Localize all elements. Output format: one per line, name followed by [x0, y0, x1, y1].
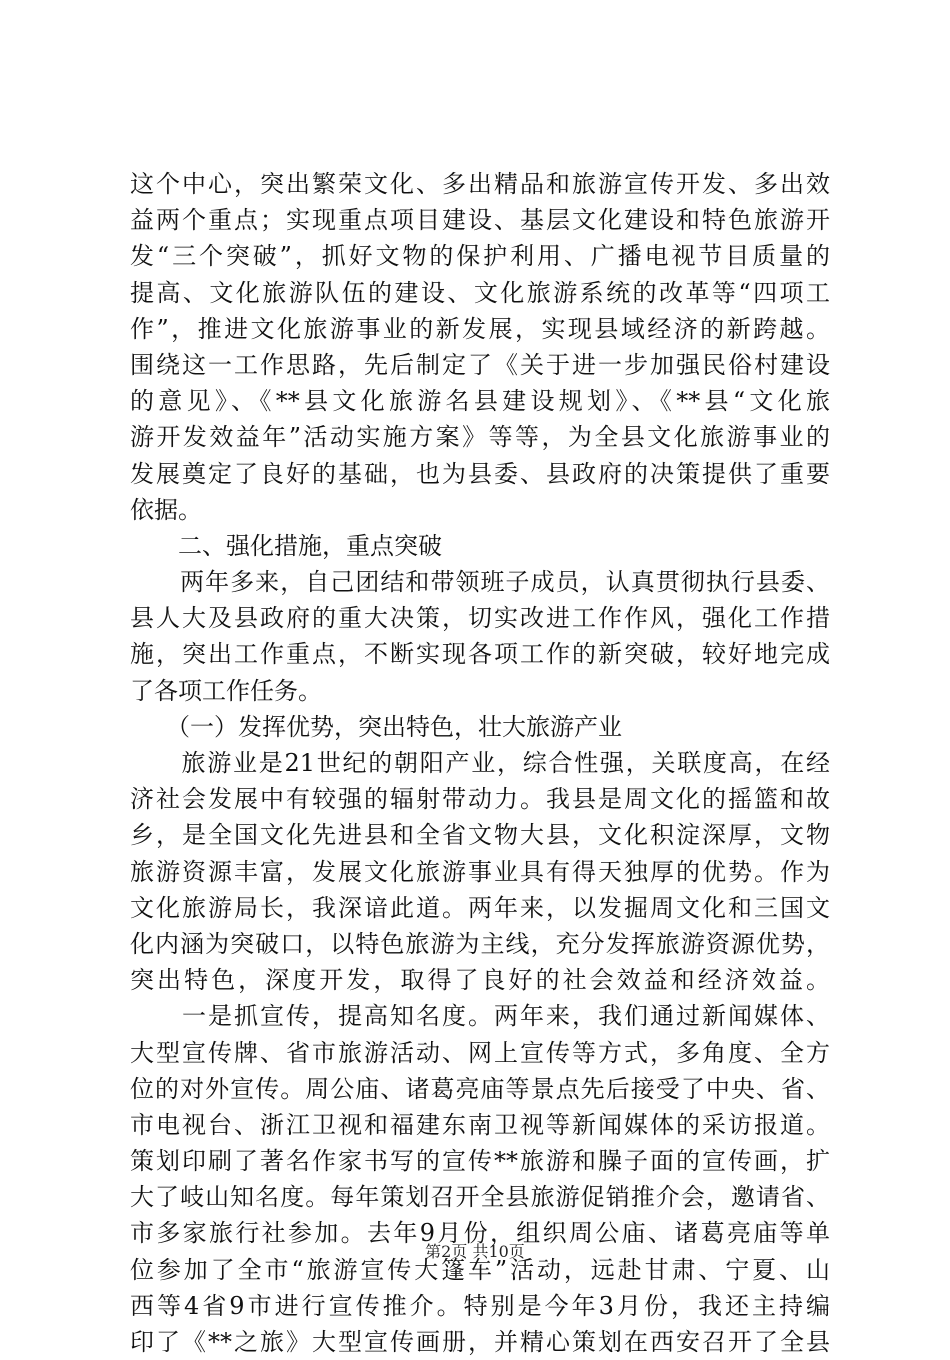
- text-line: 一是抓宣传，提高知名度。两年来，我们通过新闻媒体、: [130, 1002, 830, 1031]
- text-line: （一）发挥优势，突出特色，壮大旅游产业: [130, 712, 622, 741]
- text-line: 县人大及县政府的重大决策，切实改进工作作风，强化工作措: [130, 604, 830, 633]
- text-line: 济社会发展中有较强的辐射带动力。我县是周文化的摇篮和故: [130, 785, 830, 814]
- text-line: 作”，推进文化旅游事业的新发展，实现县域经济的新跨越。: [130, 314, 830, 343]
- text-line: 大型宣传牌、省市旅游活动、网上宣传等方式，多角度、全方: [130, 1038, 830, 1067]
- text-line: 化内涵为突破口，以特色旅游为主线，充分发挥旅游资源优势，: [130, 929, 830, 958]
- text-line: 发“三个突破”，抓好文物的保护利用、广播电视节目质量的: [130, 242, 830, 271]
- text-line: 施，突出工作重点，不断实现各项工作的新突破，较好地完成: [130, 640, 830, 669]
- text-line: 这个中心，突出繁荣文化、多出精品和旅游宣传开发、多出效: [130, 170, 830, 198]
- text-line: 提高、文化旅游队伍的建设、文化旅游系统的改革等“四项工: [130, 278, 830, 307]
- text-line: 两年多来，自己团结和带领班子成员，认真贯彻执行县委、: [130, 568, 830, 597]
- text-line: 文化旅游局长，我深谙此道。两年来，以发掘周文化和三国文: [130, 893, 830, 922]
- text-line: 了各项工作任务。: [130, 676, 322, 705]
- text-line: 旅游业是21世纪的朝阳产业，综合性强，关联度高，在经: [130, 749, 830, 777]
- text-line: 益两个重点；实现重点项目建设、基层文化建设和特色旅游开: [130, 206, 830, 235]
- text-line: 突出特色，深度开发，取得了良好的社会效益和经济效益。: [130, 966, 830, 995]
- text-line: 位参加了全市“旅游宣传大篷车”活动，远赴甘肃、宁夏、山: [130, 1255, 830, 1284]
- text-line: 策划印刷了著名作家书写的宣传**旅游和臊子面的宣传画，扩: [130, 1147, 830, 1176]
- page-footer: 第2页 共10页: [425, 1242, 525, 1261]
- text-line: 依据。: [130, 495, 202, 524]
- text-line: 大了岐山知名度。每年策划召开全县旅游促销推介会，邀请省、: [130, 1183, 830, 1212]
- text-line: 市多家旅行社参加。去年9月份，组织周公庙、诸葛亮庙等单: [130, 1219, 830, 1248]
- text-line: 市电视台、浙江卫视和福建东南卫视等新闻媒体的采访报道。: [130, 1110, 830, 1139]
- text-line: 位的对外宣传。周公庙、诸葛亮庙等景点先后接受了中央、省、: [130, 1074, 830, 1103]
- text-line: 乡，是全国文化先进县和全省文物大县，文化积淀深厚，文物: [130, 821, 830, 850]
- text-line: 旅游资源丰富，发展文化旅游事业具有得天独厚的优势。作为: [130, 857, 830, 886]
- text-line: 围绕这一工作思路，先后制定了《关于进一步加强民俗村建设: [130, 350, 830, 379]
- document-body: [130, 166, 830, 1360]
- text-line: 的意见》、《**县文化旅游名县建设规划》、《**县“文化旅: [130, 387, 830, 416]
- text-line: 西等4省9市进行宣传推介。特别是今年3月份，我还主持编: [130, 1291, 830, 1320]
- text-line: 印了《**之旅》大型宣传画册，并精心策划在西安召开了全县: [130, 1328, 830, 1356]
- text-line: 二、强化措施，重点突破: [130, 531, 442, 560]
- text-line: 游开发效益年”活动实施方案》等等，为全县文化旅游事业的: [130, 423, 830, 452]
- text-line: 发展奠定了良好的基础，也为县委、县政府的决策提供了重要: [130, 459, 830, 488]
